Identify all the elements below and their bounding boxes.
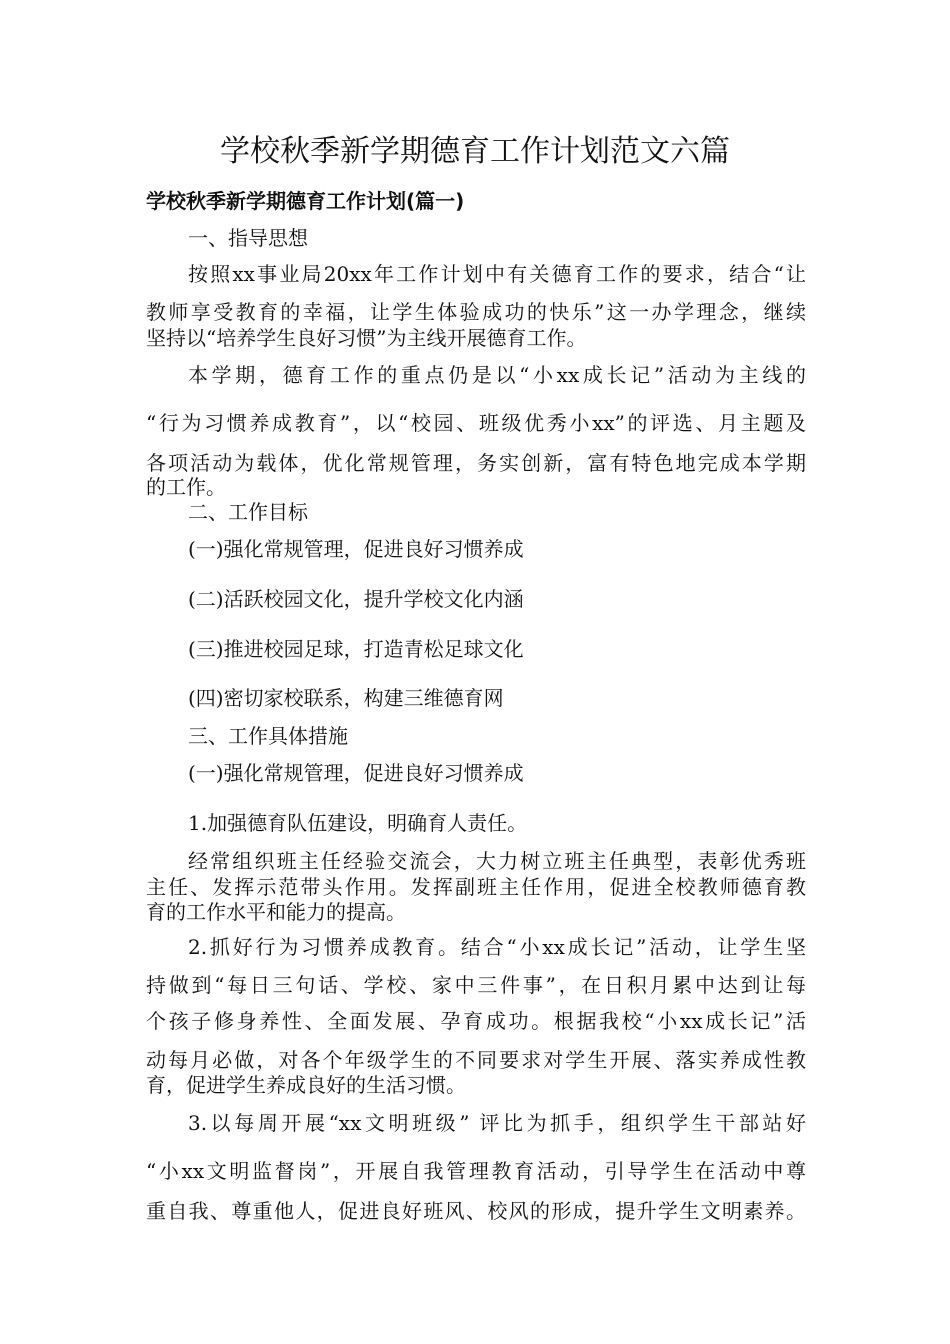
paragraph-line: 坚持以“培养学生良好习惯”为主线开展德育工作。 [146, 326, 587, 350]
goal-item: (四)密切家校联系，构建三维德育网 [188, 686, 504, 710]
goal-item: (二)活跃校园文化，提升学校文化内涵 [188, 587, 524, 611]
paragraph-line: 按照xx事业局20xx年工作计划中有关德育工作的要求，结合“让 [188, 262, 806, 286]
document-title: 学校秋季新学期德育工作计划范文六篇 [220, 134, 730, 169]
paragraph-line: 育的工作水平和能力的提高。 [146, 900, 406, 924]
paragraph-line: 主任、发挥示范带头作用。发挥副班主任作用，促进全校教师德育教 [146, 875, 806, 899]
measure-item: 3.以每周开展“xx文明班级” 评比为抓手，组织学生干部站好 [188, 1111, 806, 1135]
paragraph-line: 的工作。 [146, 475, 226, 499]
paragraph-line: “行为习惯养成教育”，以“校园、班级优秀小xx”的评选、月主题及 [146, 411, 806, 435]
paragraph-line: 教师享受教育的幸福，让学生体验成功的快乐”这一办学理念，继续 [146, 300, 806, 324]
measure-subheading: (一)强化常规管理，促进良好习惯养成 [188, 761, 524, 785]
paragraph-line: 重自我、尊重他人，促进良好班风、校风的形成，提升学生文明素养。 [146, 1199, 806, 1223]
paragraph-line: 个孩子修身养性、全面发展、孕育成功。根据我校“小xx成长记”活 [146, 1009, 806, 1033]
paragraph-line: 育，促进学生养成良好的生活习惯。 [146, 1073, 466, 1097]
paragraph-line: 本学期，德育工作的重点仍是以“小xx成长记”活动为主线的 [188, 363, 806, 387]
measure-item: 2.抓好行为习惯养成教育。结合“小xx成长记”活动，让学生坚 [188, 935, 806, 959]
paragraph-line: 持做到“每日三句话、学校、家中三件事”，在日积月累中达到让每 [146, 973, 806, 997]
paragraph-line: 动每月必做，对各个年级学生的不同要求对学生开展、落实养成性教 [146, 1048, 806, 1072]
goal-item: (一)强化常规管理，促进良好习惯养成 [188, 537, 524, 561]
heading-specific-measures: 三、工作具体措施 [188, 724, 348, 748]
paragraph-line: 经常组织班主任经验交流会，大力树立班主任典型，表彰优秀班 [188, 849, 806, 873]
section-title: 学校秋季新学期德育工作计划(篇一) [146, 189, 465, 213]
measure-item: 1.加强德育队伍建设，明确育人责任。 [188, 811, 528, 835]
heading-work-goals: 二、工作目标 [188, 500, 308, 524]
goal-item: (三)推进校园足球，打造青松足球文化 [188, 637, 524, 661]
heading-guiding-ideology: 一、指导思想 [188, 226, 308, 250]
paragraph-line: “小xx文明监督岗”，开展自我管理教育活动，引导学生在活动中尊 [146, 1159, 806, 1183]
paragraph-line: 各项活动为载体，优化常规管理，务实创新，富有特色地完成本学期 [146, 451, 806, 475]
